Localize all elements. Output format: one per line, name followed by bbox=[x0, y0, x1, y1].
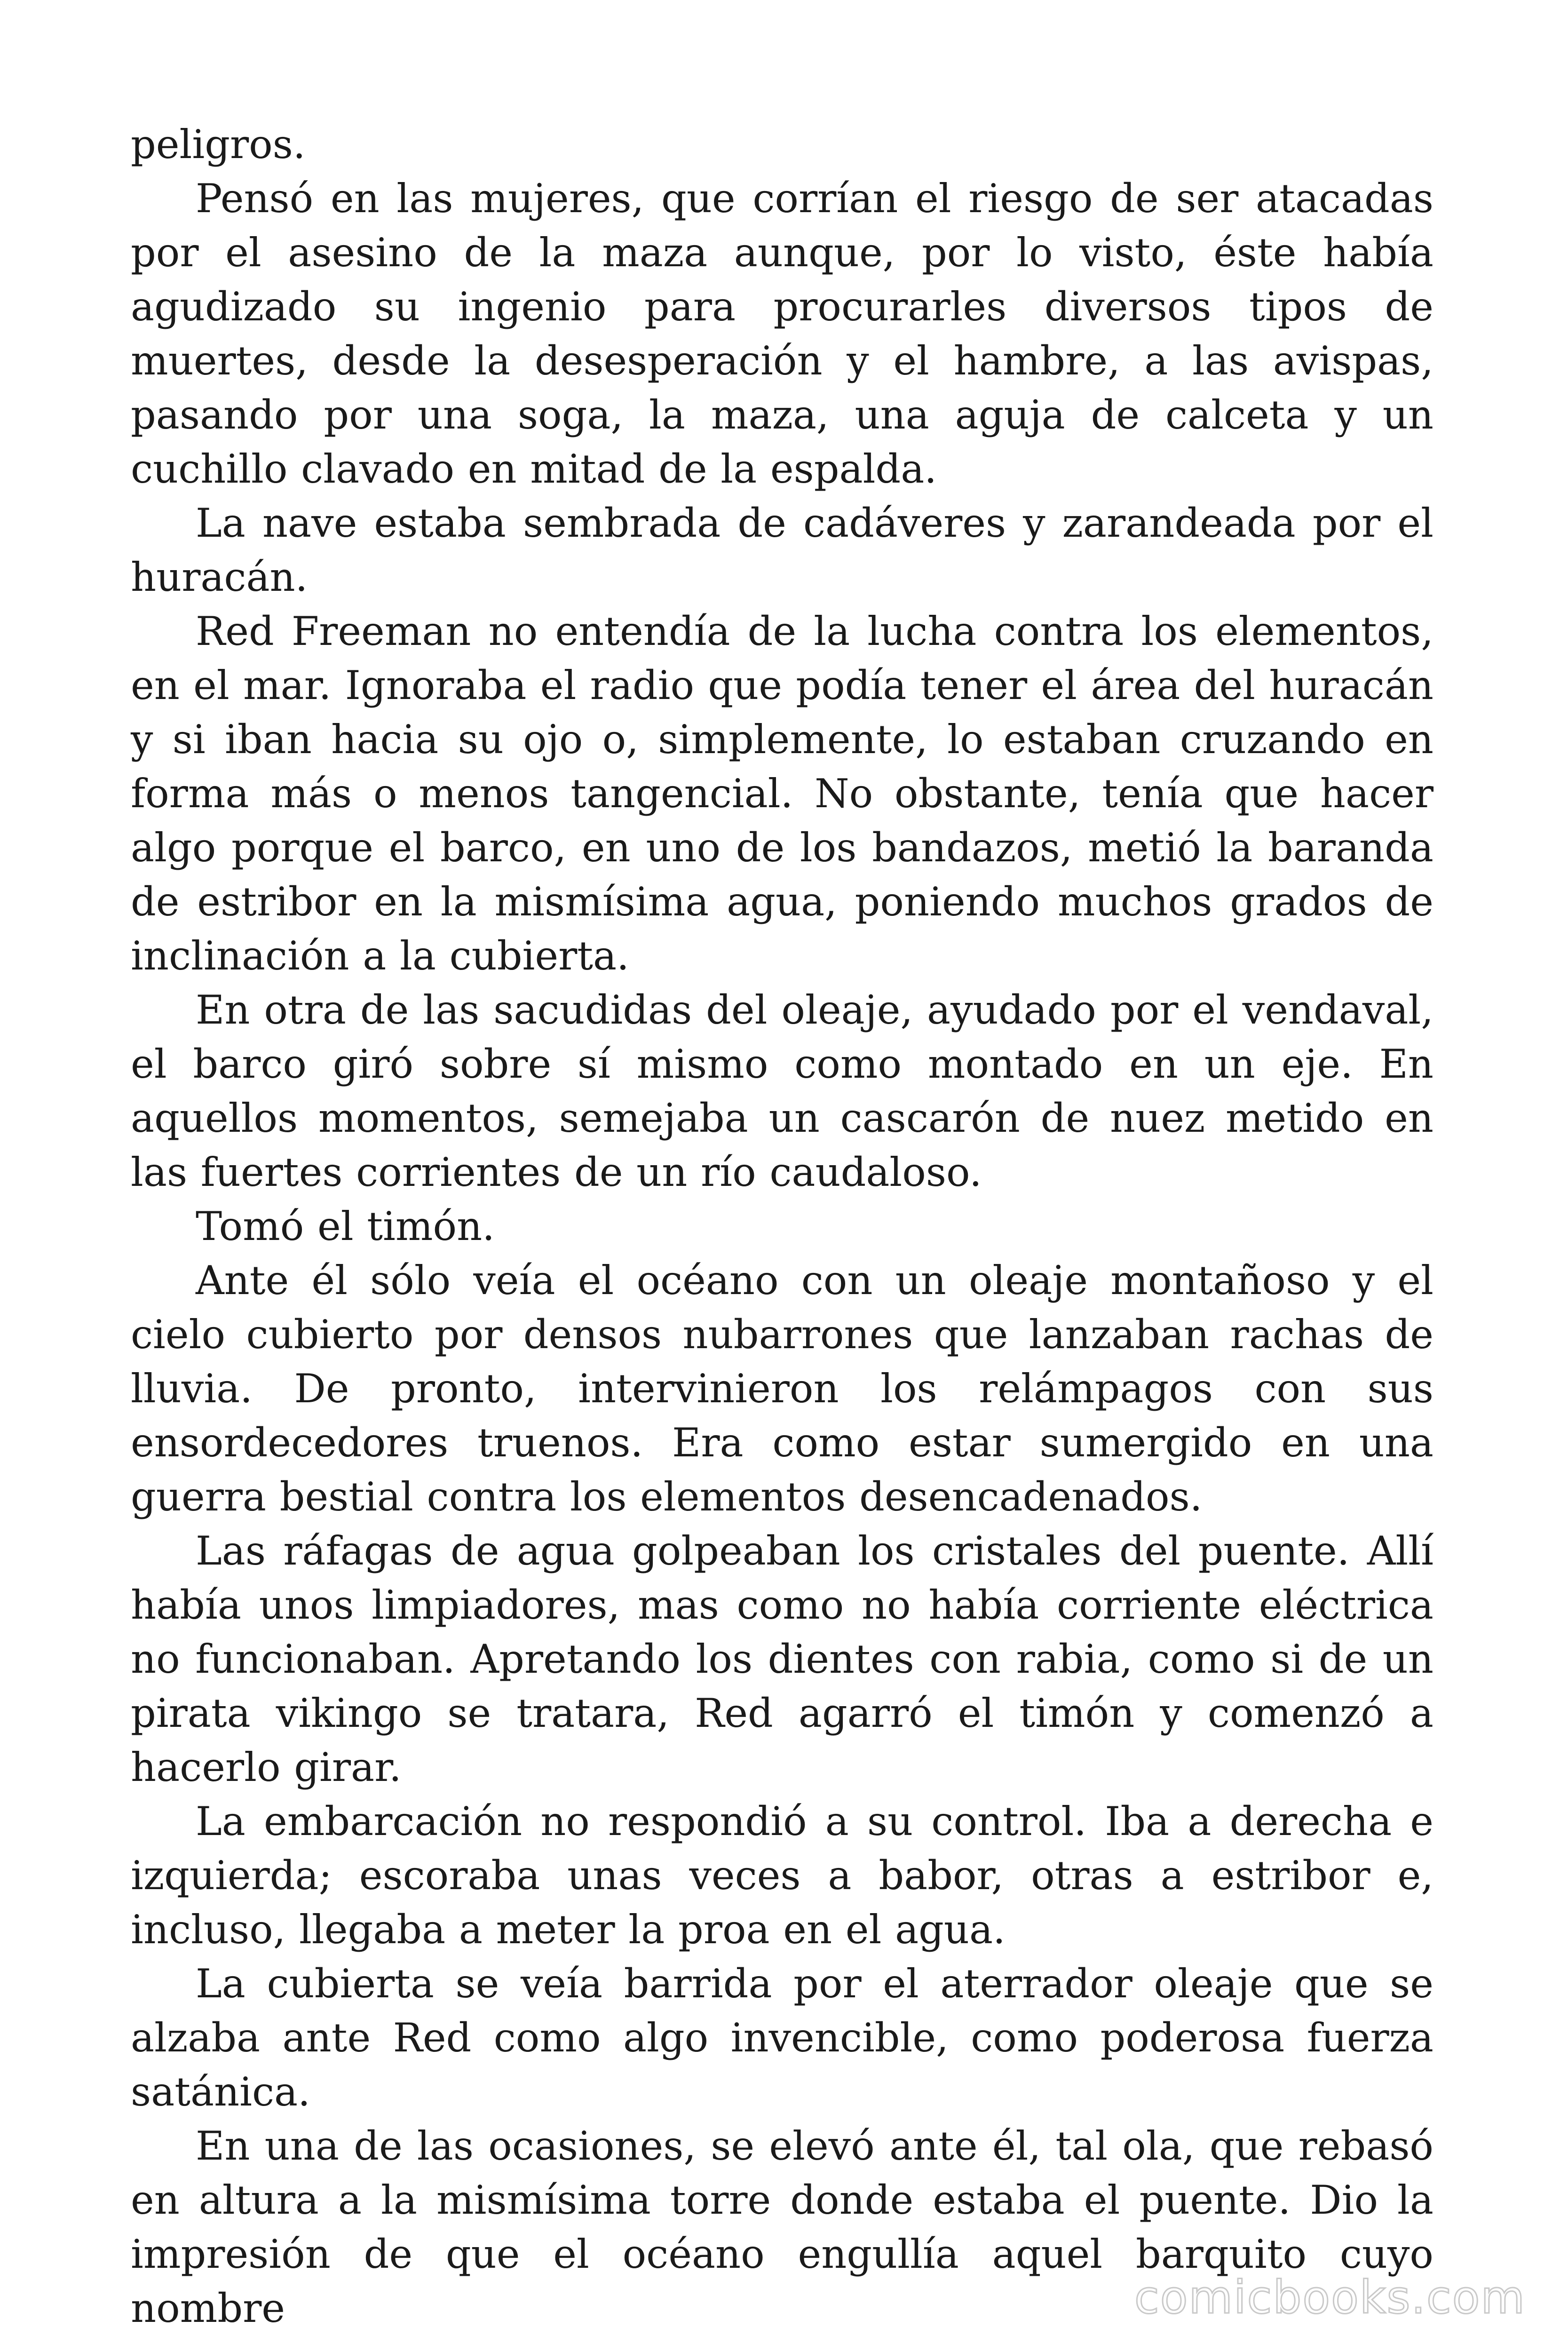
paragraph: La cubierta se veía barrida por el aterrador oleaje que se alzaba ante Red como algo invencible, como poderosa fuerza satánica. bbox=[131, 1961, 1433, 2115]
watermark: comicbooks.com bbox=[1134, 2271, 1526, 2324]
paragraph: En otra de las sacudidas del oleaje, ayudado por el vendaval, el barco giró sobre sí mismo como montado en un eje. En aquellos momentos, semejaba un cascarón de nuez metido en las fuertes corrientes de un río caudaloso. bbox=[131, 987, 1433, 1195]
paragraph: La embarcación no respondió a su control. Iba a derecha e izquierda; escoraba unas veces a babor, otras a estribor e, incluso, llegaba a meter la proa en el agua. bbox=[131, 1798, 1433, 1953]
paragraph: Red Freeman no entendía de la lucha contra los elementos, en el mar. Ignoraba el radio que podía tener el área del huracán y si iban hacia su ojo o, simplemente, lo estaban cruzando en forma más o menos tangencial. No obstante, tenía que hacer algo porque el barco, en uno de los bandazos, metió la baranda de estribor en la mismísima agua, poniendo muchos grados de inclinación a la cubierta. bbox=[131, 608, 1433, 979]
paragraph: Pensó en las mujeres, que corrían el riesgo de ser atacadas por el asesino de la maza aunque, por lo visto, éste había agudizado su ingenio para procurarles diversos tipos de muertes, desde la desesperación y el hambre, a las avispas, pasando por una soga, la maza, una aguja de calceta y un cuchillo clavado en mitad de la espalda. bbox=[131, 175, 1433, 492]
paragraph: Las ráfagas de agua golpeaban los cristales del puente. Allí había unos limpiadores, mas como no había corriente eléctrica no funcionaban. Apretando los dientes con rabia, como si de un pirata vikingo se tratara, Red agarró el timón y comenzó a hacerlo girar. bbox=[131, 1528, 1433, 1790]
paragraph: Ante él sólo veía el océano con un oleaje montañoso y el cielo cubierto por densos nubarrones que lanzaban rachas de lluvia. De pronto, intervinieron los relámpagos con sus ensordecedores truenos. Era como estar sumergido en una guerra bestial contra los elementos desencadenados. bbox=[131, 1257, 1433, 1520]
paragraph: Tomó el timón. bbox=[196, 1203, 495, 1249]
paragraph: La nave estaba sembrada de cadáveres y zarandeada por el huracán. bbox=[131, 500, 1433, 600]
paragraph: peligros. bbox=[131, 121, 306, 167]
page-body bbox=[131, 118, 1433, 2336]
paragraph: En una de las ocasiones, se elevó ante él, tal ola, que rebasó en altura a la mismísima torre donde estaba el puente. Dio la impresión de que el océano engullía aquel barquito cuyo nombre bbox=[131, 2123, 1433, 2331]
